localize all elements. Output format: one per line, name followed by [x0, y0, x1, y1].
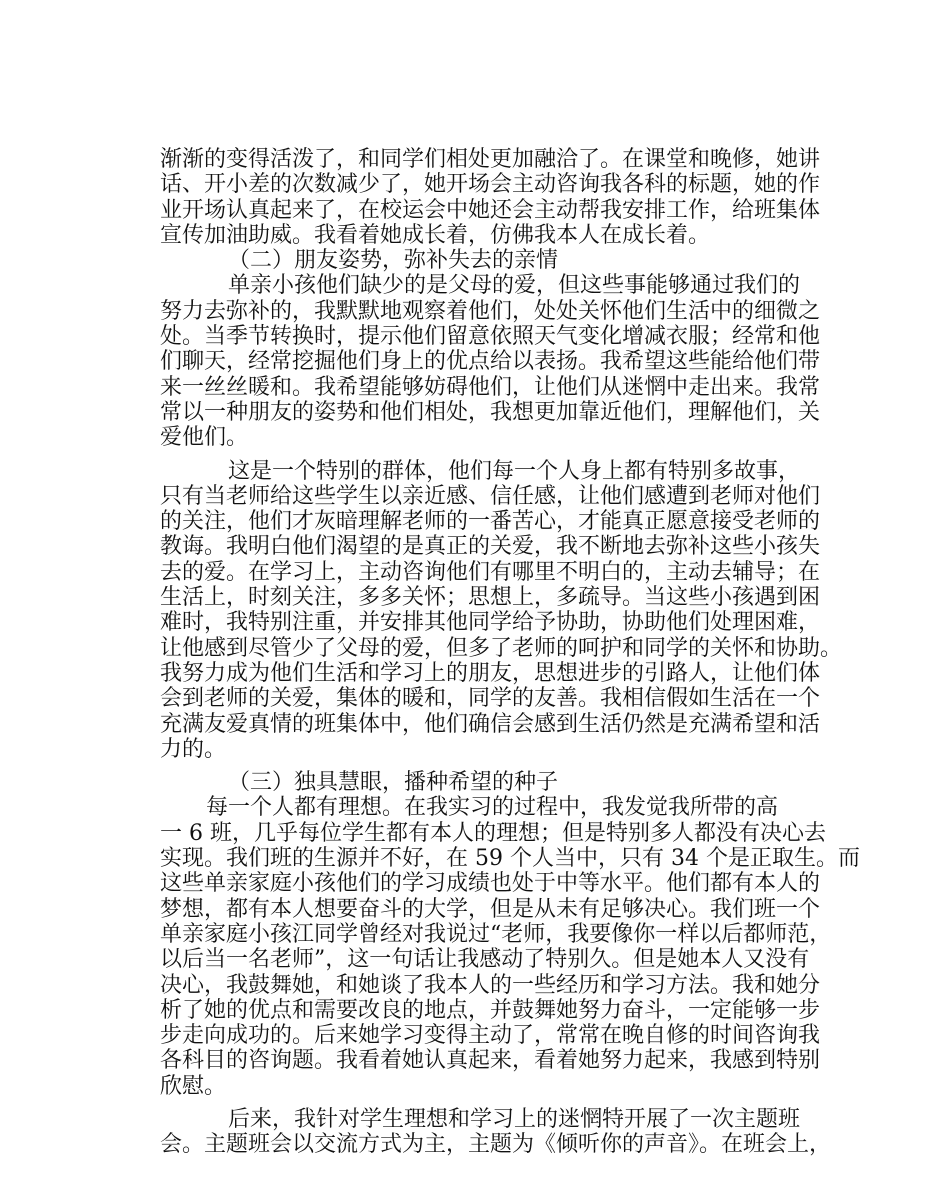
text-line: 教诲。我明白他们渴望的是真正的关爱，我不断地去弥补这些小孩失 [160, 534, 821, 560]
text-line: 单亲家庭小孩江同学曾经对我说过“老师，我要像你一样以后都师范， [160, 921, 832, 947]
text-line: 业开场认真起来了，在校运会中她还会主动帮我安排工作，给班集体 [160, 197, 821, 223]
text-line: 来一丝丝暖和。我希望能够妨碍他们，让他们从迷惘中走出来。我常 [160, 374, 821, 400]
text-line: 努力去弥补的，我默默地观察着他们，处处关怀他们生活中的细微之 [160, 298, 821, 324]
text-line: 析了她的优点和需要改良的地点，并鼓舞她努力奋斗，一定能够一步 [160, 997, 821, 1023]
text-line: 渐渐的变得活泼了，和同学们相处更加融洽了。在课堂和晚修，她讲 [160, 147, 821, 172]
section-heading: （三）独具慧眼，播种希望的种子 [228, 770, 559, 796]
text-line: 我努力成为他们生活和学习上的朋友，思想进步的引路人，让他们体 [160, 660, 821, 686]
text-line: 们聊天，经常挖掘他们身上的优点给以表扬。我希望这些能给他们带 [160, 349, 821, 375]
text-line: 的关注，他们才灰暗理解老师的一番苦心，才能真正愿意接受老师的 [160, 509, 821, 535]
paragraph-gap [160, 762, 792, 770]
text-line: 这些单亲家庭小孩他们的学习成绩也处于中等水平。他们都有本人的 [160, 871, 821, 897]
text-line: 爱他们。 [160, 425, 249, 451]
text-line: 常以一种朋友的姿势和他们相处，我想更加靠近他们，理解他们，关 [160, 399, 821, 425]
text-line: 实现。我们班的生源并不好，在 59 个人当中，只有 34 个是正取生。而 [160, 846, 860, 872]
text-line: 会。主题班会以交流方式为主，主题为《倾听你的声音》。在班会上， [160, 1132, 832, 1158]
text-line: 决心，我鼓舞她，和她谈了我本人的一些经历和学习方法。我和她分 [160, 972, 821, 998]
text-line: 欣慰。 [160, 1073, 227, 1099]
text-line: 话、开小差的次数减少了，她开场会主动咨询我各科的标题，她的作 [160, 172, 821, 198]
text-line: 这是一个特别的群体，他们每一个人身上都有特别多故事， [228, 458, 801, 484]
text-line: 宣传加油助威。我看着她成长着，仿佛我本人在成长着。 [160, 222, 711, 248]
text-line: 步走向成功的。后来她学习变得主动了，常常在晚自修的时间咨询我 [160, 1023, 821, 1049]
paragraph-gap [160, 451, 792, 459]
text-line: 一 6 班，几乎每位学生都有本人的理想；但是特别多人都没有决心去 [160, 820, 826, 846]
text-line: 以后当一名老师”，这一句话让我感动了特别久。但是她本人又没有 [160, 947, 810, 973]
document-body [160, 147, 860, 1158]
text-line: 梦想，都有本人想要奋斗的大学，但是从未有足够决心。我们班一个 [160, 896, 821, 922]
text-line: 只有当老师给这些学生以亲近感、信任感，让他们感遭到老师对他们 [160, 483, 821, 509]
text-line: 让他感到尽管少了父母的爱，但多了老师的呵护和同学的关怀和协助。 [160, 635, 843, 661]
text-line: 各科目的咨询题。我看着她认真起来，看着她努力起来，我感到特别 [160, 1048, 821, 1074]
text-line: 每一个人都有理想。在我实习的过程中，我发觉我所带的高 [206, 795, 779, 821]
text-line: 处。当季节转换时，提示他们留意依照天气变化增减衣服；经常和他 [160, 324, 821, 350]
text-line: 难时，我特别注重，并安排其他同学给予协助，协助他们处理困难， [160, 610, 821, 636]
text-line: 会到老师的关爱，集体的暖和，同学的友善。我相信假如生活在一个 [160, 686, 821, 712]
text-line: 充满友爱真情的班集体中，他们确信会感到生活仍然是充满希望和活 [160, 711, 821, 737]
text-line: 单亲小孩他们缺少的是父母的爱，但这些事能够通过我们的 [228, 273, 801, 299]
text-line: 后来，我针对学生理想和学习上的迷惘特开展了一次主题班 [228, 1106, 801, 1132]
section-heading: （二）朋友姿势，弥补失去的亲情 [228, 248, 559, 274]
text-line: 力的。 [160, 736, 227, 762]
text-line: 生活上，时刻关注，多多关怀；思想上，多疏导。当这些小孩遇到困 [160, 585, 821, 611]
text-line: 去的爱。在学习上，主动咨询他们有哪里不明白的，主动去辅导；在 [160, 559, 821, 585]
paragraph-gap [160, 1099, 792, 1107]
